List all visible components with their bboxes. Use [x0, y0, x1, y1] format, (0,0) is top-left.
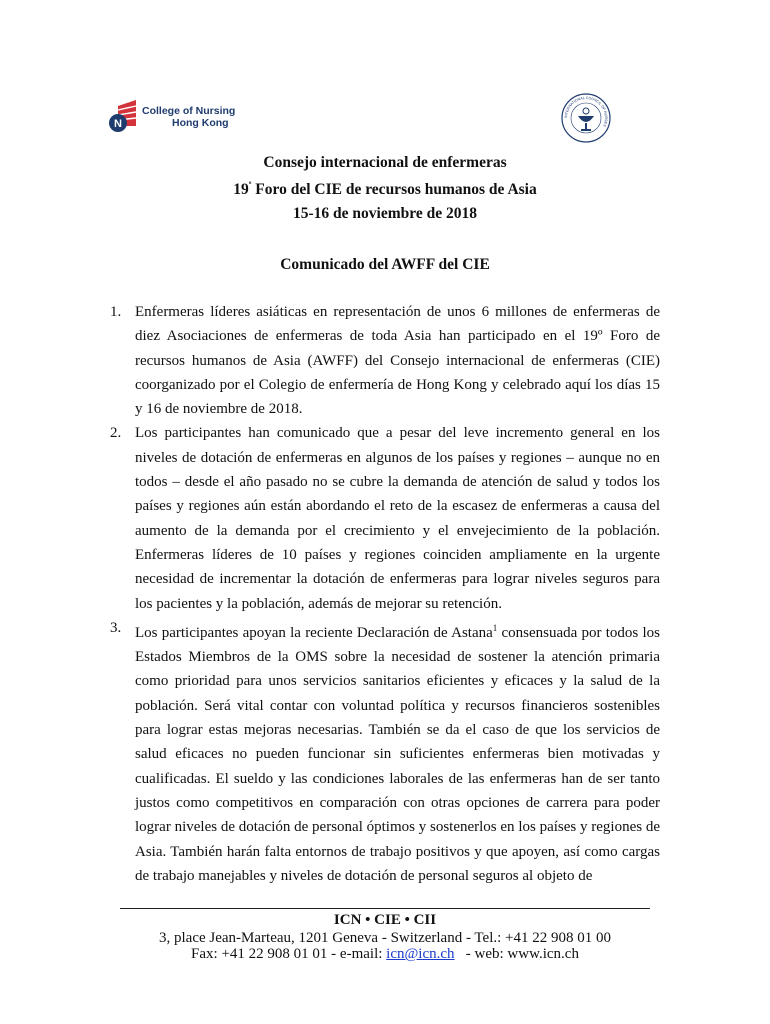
title-ordinal: º: [248, 180, 252, 189]
paragraph-2: [110, 421, 660, 615]
title-forum-number: 19: [233, 181, 249, 198]
paragraph-text-end: consensuada por todos los Estados Miembros de la OMS sobre la necesidad de sostener la atención primaria como prioridad para unos servicios sanitarios eficientes y eficaces y la salud de la población. Será vital contar con voluntad política y recursos financieros sostenibles para lograr estas mejoras necesarias. También se da el caso de que los servicios de salud eficaces no pueden funcionar sin suficientes enfermeras bien motivadas y cualificadas. El sueldo y las condiciones laborales de las enfermeras han de ser tanto justos como competitivos en comparación con otras opciones de carrera para poder lograr niveles de dotación de personal óptimos y sostenerlos en los países y regiones de Asia. También harán falta entornos de trabajo positivos y que apoyen, así como cargas de trabajo manejables y niveles de dotación de personal seguros al objeto de: [135, 624, 661, 884]
icn-seal-icon: [560, 92, 612, 144]
title-line-2: [0, 180, 770, 199]
footer-contact: [0, 946, 770, 963]
paragraph-number: 1.: [110, 304, 122, 320]
footer-web: - web: www.icn.ch: [454, 946, 579, 962]
email-link[interactable]: icn@icn.ch: [386, 946, 455, 962]
logo-line-1: College of Nursing: [142, 105, 236, 117]
icn-seal-logo: [560, 92, 612, 149]
paragraph-text: Los participantes han comunicado que a pesar del leve incremento general en los niveles de dotación de enfermeras en algunos de los países y regiones – aunque no en todos – desde el año pasado no se cubre la demanda de atención de salud y todos los países y regiones aún están abordando el reto de la escasez de enfermeras a causa del aumento de la demanda por el crecimiento y el envejecimiento de la población. Enfermeras líderes de 10 países y regiones coinciden ampliamente en la urgente necesidad de incrementar la dotación de enfermeras para lograr niveles seguros para los pacientes y la población, además de mejorar su retención.: [135, 425, 660, 612]
college-of-nursing-logo: [108, 100, 235, 134]
footer-fax: Fax: +41 22 908 01 01 - e-mail:: [191, 946, 387, 962]
paragraph-1: [110, 300, 660, 421]
communique-heading: Comunicado del AWFF del CIE: [280, 256, 490, 273]
college-logo-icon: [108, 100, 138, 134]
footer-divider: [120, 908, 650, 909]
title-line-1: Consejo internacional de enfermeras: [263, 154, 507, 171]
paragraph-text-start: Los participantes apoyan la reciente Declaración de Astana: [135, 624, 493, 641]
communique-paragraphs: [110, 300, 660, 888]
title-forum-name: Foro del CIE de recursos humanos de Asia: [251, 181, 537, 198]
logo-line-2: Hong Kong: [172, 117, 229, 129]
svg-text:N: N: [114, 118, 122, 130]
paragraph-number: 3.: [110, 619, 122, 636]
footer-address: 3, place Jean-Marteau, 1201 Geneva - Switzerland - Tel.: +41 22 908 01 00: [159, 930, 611, 946]
paragraph-text: Enfermeras líderes asiáticas en representación de unos 6 millones de enfermeras de diez Asociaciones de enfermeras de toda Asia han participado en el 19º Foro de recursos humanos de Asia (AWFF) del Consejo internacional de enfermeras (CIE) coorganizado por el Colegio de enfermería de Hong Kong y celebrado aquí los días 15 y 16 de noviembre de 2018.: [135, 304, 660, 418]
paragraph-number: 2.: [110, 425, 122, 442]
footer-org: ICN • CIE • CII: [333, 912, 437, 928]
paragraph-3: [110, 616, 660, 888]
footnote-marker[interactable]: 1: [492, 622, 498, 633]
title-dates: 15-16 de noviembre de 2018: [293, 205, 477, 222]
svg-text:INTERNATIONAL COUNCIL OF NURSE: INTERNATIONAL COUNCIL OF NURSES: [563, 95, 609, 128]
